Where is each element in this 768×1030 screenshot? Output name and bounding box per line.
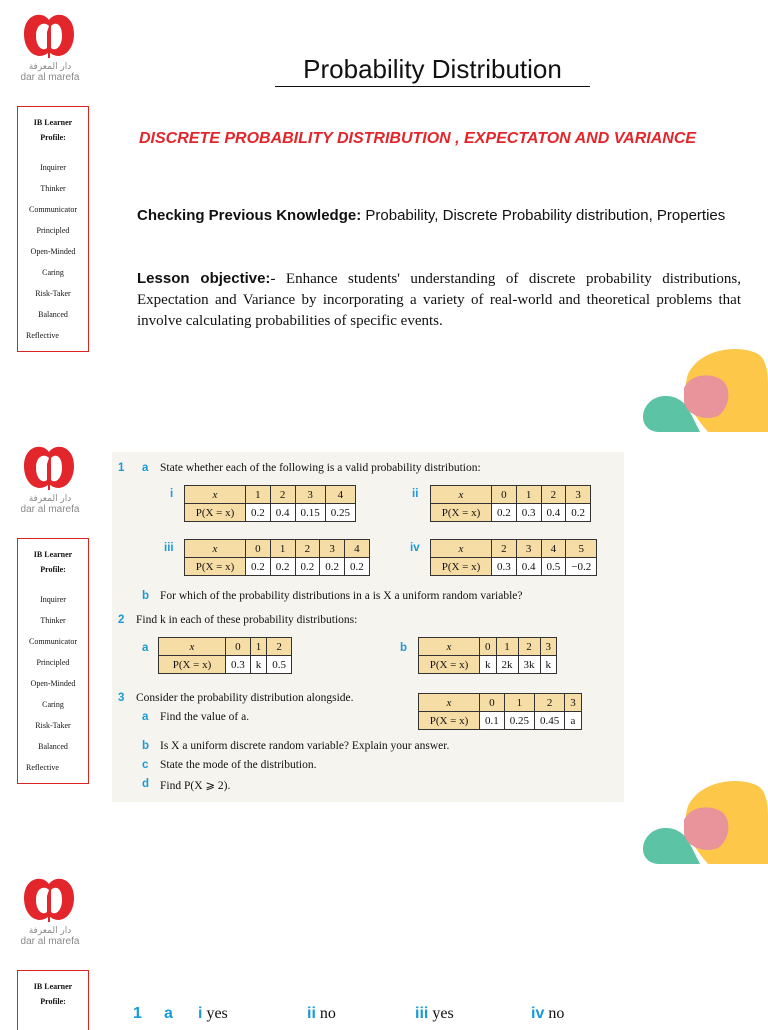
cell: −0.2	[566, 558, 597, 576]
cell: 2	[295, 540, 320, 558]
cell: 0	[226, 638, 251, 656]
logo-english-text: dar al marefa	[20, 936, 80, 947]
q3a-letter: a	[142, 711, 149, 723]
q1-number: 1	[118, 462, 125, 474]
logo	[20, 876, 88, 947]
cell: 1	[246, 486, 271, 504]
x-header: x	[189, 640, 195, 653]
prob-table-iii	[184, 539, 370, 576]
dar-al-marefa-logo-icon	[20, 12, 78, 62]
q3-text: Consider the probability distribution alongside.	[136, 692, 354, 704]
prob-table-q2b	[418, 637, 557, 674]
profile-heading-2: Profile:	[40, 997, 66, 1006]
profile-item: Communicator	[29, 205, 77, 214]
q1a-letter: a	[142, 462, 149, 474]
q1b-letter: b	[142, 590, 150, 602]
cell: 0.3	[226, 656, 251, 674]
q2-number: 2	[118, 614, 125, 626]
cell: 1	[270, 540, 295, 558]
q3d-text: Find P(X ⩾ 2).	[160, 780, 231, 792]
answer-part: a	[164, 1005, 173, 1022]
cell: 1	[516, 486, 541, 504]
cell: 2	[270, 486, 295, 504]
cell: 0.25	[504, 712, 534, 730]
profile-item: Risk-Taker	[35, 721, 71, 730]
cell: 2	[541, 486, 566, 504]
cell: 0	[480, 638, 497, 656]
cell: 3	[295, 486, 325, 504]
profile-item: Reflective	[26, 763, 59, 772]
profile-item: Open-Minded	[30, 679, 76, 688]
table-label: b	[400, 642, 408, 654]
profile-heading-2: Profile:	[40, 565, 66, 574]
q3b-text: Is X a uniform discrete random variable? Explain your answer.	[160, 740, 450, 752]
cell: 0.2	[295, 558, 320, 576]
cell: 3	[540, 638, 557, 656]
cell: 0.3	[492, 558, 517, 576]
cell: 0.2	[345, 558, 370, 576]
x-header: x	[212, 542, 218, 555]
x-header: x	[458, 542, 464, 555]
p-header: P(X = x)	[431, 558, 492, 576]
table-label: i	[170, 488, 174, 500]
logo-arabic-text: دار المعرفة	[28, 62, 72, 72]
profile-item: Risk-Taker	[35, 289, 71, 298]
cell: 0.4	[516, 558, 541, 576]
cell: 0.4	[270, 504, 295, 522]
p-header: P(X = x)	[431, 504, 492, 522]
cell: 0.2	[246, 504, 271, 522]
cell: 3	[565, 694, 582, 712]
cell: a	[565, 712, 582, 730]
p-header: P(X = x)	[185, 558, 246, 576]
cell: 3	[516, 540, 541, 558]
q1a-text: State whether each of the following is a valid probability distribution:	[160, 462, 481, 474]
learner-profile-box	[17, 970, 89, 1030]
prob-table-q2a	[158, 637, 292, 674]
page-title: Probability Distribution	[275, 52, 590, 87]
table-label: iii	[164, 542, 174, 554]
cell: 4	[541, 540, 566, 558]
table-label: a	[142, 642, 149, 654]
cell: 0.4	[541, 504, 566, 522]
cell: 0.25	[325, 504, 355, 522]
cell: 5	[566, 540, 597, 558]
cell: k	[480, 656, 497, 674]
prob-table-iv	[430, 539, 597, 576]
cell: 0.2	[566, 504, 591, 522]
checking-text: Probability, Discrete Probability distribution, Properties	[361, 207, 726, 224]
profile-item: Inquirer	[40, 163, 66, 172]
logo	[20, 444, 88, 515]
profile-item: Caring	[42, 268, 64, 277]
cell: 0.15	[295, 504, 325, 522]
cell: 3	[320, 540, 345, 558]
q3a-text: Find the value of a.	[160, 711, 250, 723]
profile-item: Caring	[42, 700, 64, 709]
x-header: x	[446, 640, 452, 653]
q1b-text: For which of the probability distributions in a is X a uniform random variable?	[160, 590, 523, 602]
profile-item: Thinker	[40, 184, 66, 193]
cell: 0.45	[535, 712, 565, 730]
dar-al-marefa-logo-icon	[20, 876, 78, 926]
cell: 3k	[518, 656, 540, 674]
decorative-blobs-icon	[640, 780, 768, 864]
decorative-blobs-icon	[640, 348, 768, 432]
logo-arabic-text: دار المعرفة	[28, 494, 72, 504]
profile-item: Reflective	[26, 331, 59, 340]
p-header: P(X = x)	[419, 656, 480, 674]
answer-item: ii no	[307, 1005, 336, 1022]
x-header: x	[212, 488, 218, 501]
checking-label: Checking Previous Knowledge:	[137, 207, 362, 224]
logo-english-text: dar al marefa	[20, 504, 80, 515]
objective-text: - Enhance students' understanding of discrete probability distributions, Expectation and Variance by incorporating a variety of real-world and theoretical problems that involve calculating probabilities of specific events.	[137, 271, 742, 329]
cell: 0	[492, 486, 517, 504]
cell: 4	[345, 540, 370, 558]
cell: 0.2	[246, 558, 271, 576]
cell: 4	[325, 486, 355, 504]
cell: 0.2	[320, 558, 345, 576]
cell: 0.2	[492, 504, 517, 522]
profile-item: Principled	[36, 658, 70, 667]
profile-item: Balanced	[38, 310, 68, 319]
p-header: P(X = x)	[159, 656, 226, 674]
answer-number: 1	[133, 1005, 142, 1022]
x-header: x	[458, 488, 464, 501]
cell: 0.1	[480, 712, 505, 730]
profile-heading: IB Learner	[33, 118, 73, 127]
profile-heading: IB Learner	[33, 550, 73, 559]
cell: 1	[504, 694, 534, 712]
p-header: P(X = x)	[185, 504, 246, 522]
answer-item: i yes	[198, 1005, 228, 1022]
answer-item: iii yes	[415, 1005, 454, 1022]
logo-arabic-text: دار المعرفة	[28, 926, 72, 936]
cell: 2	[267, 638, 292, 656]
cell: k	[250, 656, 267, 674]
x-header: x	[446, 696, 452, 709]
p-header: P(X = x)	[419, 712, 480, 730]
cell: 3	[566, 486, 591, 504]
cell: 0	[480, 694, 505, 712]
cell: 2	[492, 540, 517, 558]
slide-3	[0, 864, 768, 1024]
q3d-letter: d	[142, 778, 150, 790]
q3c-letter: c	[142, 759, 149, 771]
learner-profile-box	[17, 106, 89, 352]
profile-item: Inquirer	[40, 595, 66, 604]
cell: 0.3	[516, 504, 541, 522]
profile-item: Open-Minded	[30, 247, 76, 256]
profile-item: Balanced	[38, 742, 68, 751]
profile-heading-2: Profile:	[40, 133, 66, 142]
cell: 0	[246, 540, 271, 558]
exercise-panel	[112, 452, 624, 802]
cell: 2	[535, 694, 565, 712]
table-label: iv	[410, 542, 420, 554]
cell: 0.2	[270, 558, 295, 576]
q3b-letter: b	[142, 740, 150, 752]
logo	[20, 12, 88, 83]
checking-knowledge	[137, 205, 741, 227]
cell: 0.5	[541, 558, 566, 576]
learner-profile-box	[17, 538, 89, 784]
cell: 0.5	[267, 656, 292, 674]
profile-item: Communicator	[29, 637, 77, 646]
cell: 1	[496, 638, 518, 656]
cell: 1	[250, 638, 267, 656]
q3-number: 3	[118, 692, 125, 704]
prob-table-q3	[418, 693, 582, 730]
profile-item: Thinker	[40, 616, 66, 625]
profile-item: Principled	[36, 226, 70, 235]
q2-text: Find k in each of these probability distributions:	[136, 614, 358, 626]
objective-label: Lesson objective:	[137, 270, 271, 287]
answer-item: iv no	[531, 1005, 565, 1022]
cell: 2	[518, 638, 540, 656]
logo-english-text: dar al marefa	[20, 72, 80, 83]
section-heading: DISCRETE PROBABILITY DISTRIBUTION , EXPECTATON AND VARIANCE	[139, 130, 697, 147]
dar-al-marefa-logo-icon	[20, 444, 78, 494]
profile-heading: IB Learner	[33, 982, 73, 991]
prob-table-i	[184, 485, 356, 522]
table-label: ii	[412, 488, 419, 500]
q3c-text: State the mode of the distribution.	[160, 759, 317, 771]
cell: k	[540, 656, 557, 674]
prob-table-ii	[430, 485, 591, 522]
lesson-objective	[137, 268, 741, 332]
slide-1	[0, 0, 768, 432]
cell: 2k	[496, 656, 518, 674]
